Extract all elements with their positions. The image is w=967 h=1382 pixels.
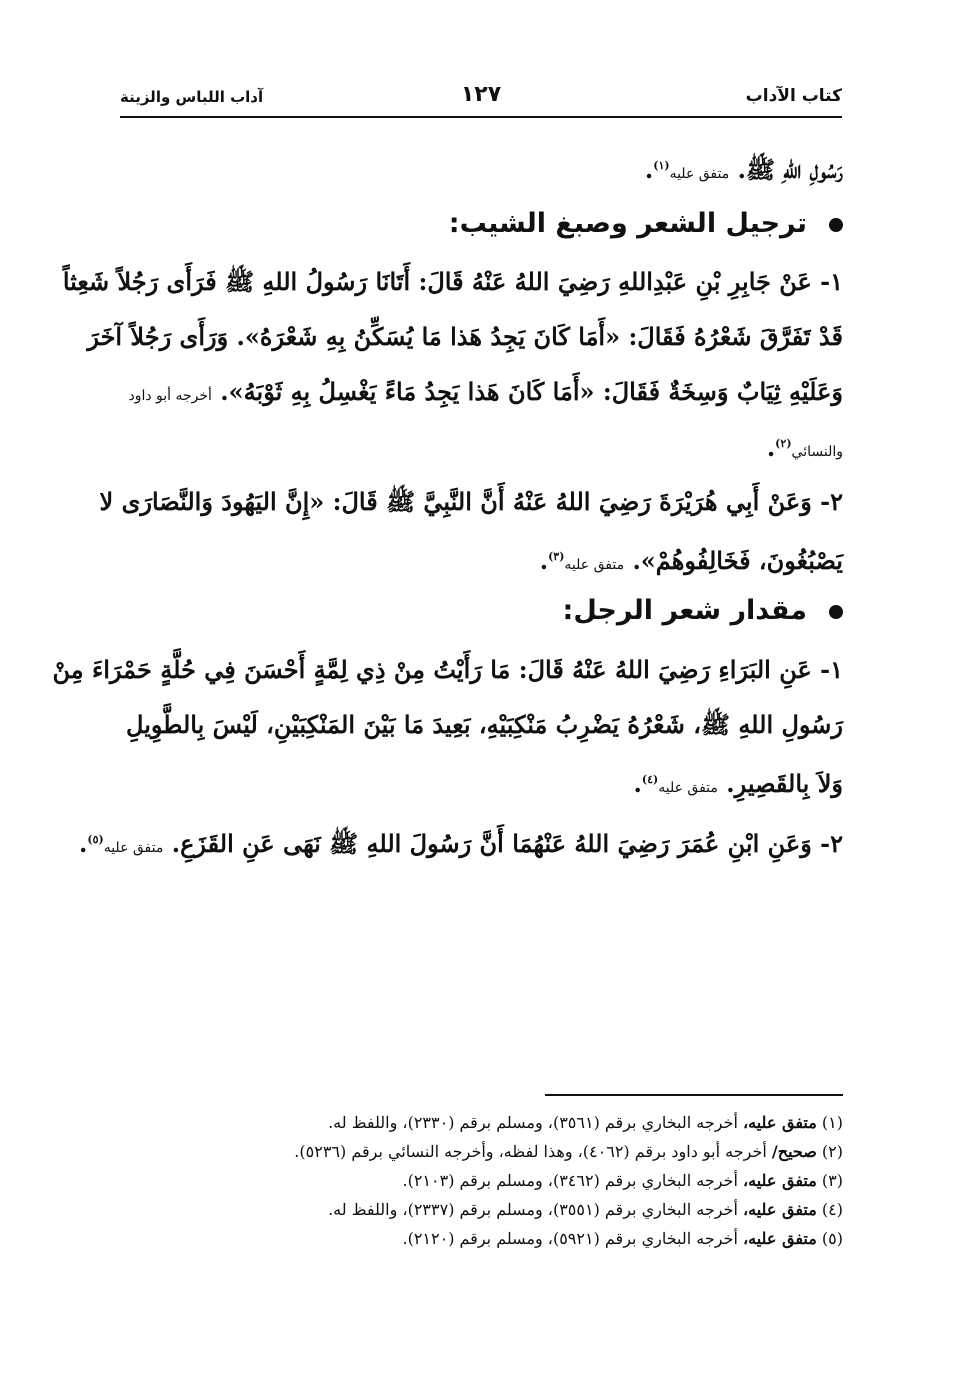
attribution-note: والنسائي — [791, 444, 843, 460]
paragraph-line: والنسائي$^{(٢)}$. — [766, 433, 843, 462]
bullet-icon — [829, 605, 843, 619]
header-book-title: كتاب الآداب — [745, 86, 842, 106]
paragraph-line: ٢- وَعَنْ أَبِي هُرَيْرَةَ رَضِيَ اللهُ عَنْهُ أَنَّ النَّبِيَّ ﷺ قَالَ: «إِنَّ اليَهُودَ وَالنَّصَارَى لا — [99, 487, 843, 516]
footnote-ref[interactable]: (٤) — [641, 773, 659, 786]
attribution-note: متفق عليه — [658, 780, 718, 796]
footnote-ref[interactable]: (٥) — [87, 833, 104, 846]
attribution-note: متفق عليه — [669, 166, 730, 182]
footnote-divider — [545, 1094, 843, 1096]
paragraph-line: يَصْبُغُونَ، فَخَالِفُوهُمْ». متفق عليه$^{(٣)}$. — [539, 546, 843, 575]
footnote: (١) متفق عليه، أخرجه البخاري برقم (٣٥٦١)، ومسلم برقم (٢٣٣٠)، واللفظ له. — [328, 1113, 843, 1132]
paragraph-line: وَلاَ بِالقَصِيرِ. متفق عليه$^{(٤)}$. — [633, 769, 843, 798]
paragraph-line: ١- عَنِ البَرَاءِ رَضِيَ اللهُ عَنْهُ قَالَ: مَا رَأَيْتُ مِنْ ذِي لِمَّةٍ أَحْسَنَ فِي حُلَّةٍ حَمْرَاءَ مِنْ — [52, 655, 843, 684]
intro-paragraph — [127, 138, 843, 202]
attribution-note: أخرجه أبو داود — [128, 388, 212, 404]
running-header — [120, 82, 842, 118]
section-heading: مقدار شعر الرجل: — [563, 595, 843, 626]
page-number: ١٢٧ — [460, 82, 502, 107]
footnote-ref[interactable]: (٣) — [548, 550, 565, 563]
hadith-1 — [62, 254, 843, 472]
paragraph-line: وَعَلَيْهِ ثِيَابٌ وَسِخَةٌ فَقَالَ: «أَمَا كَانَ هَذا يَجِدُ مَاءً يَغْسِلُ بِهِ ثَوْبَهُ». أخرجه أبو داود — [128, 377, 843, 406]
paragraph-line: رَسُولِ اللهِ ﷺ، شَعْرُهُ يَضْرِبُ مَنْكِبَيْهِ، بَعِيدَ مَا بَيْنَ المَنْكِبَيْنِ، لَيْسَ بِالطَّوِيلِ — [126, 710, 843, 739]
footnote-ref[interactable]: (٢) — [775, 437, 792, 450]
footnote-ref[interactable]: (١) — [653, 159, 670, 172]
attribution-note: متفق عليه — [564, 557, 625, 573]
paragraph-line: ١- عَنْ جَابِرِ بْنِ عَبْدِاللهِ رَضِيَ اللهُ عَنْهُ قَالَ: أَتَانَا رَسُولُ اللهِ ﷺ فَرَأَى رَجُلاً شَعِثاً — [62, 267, 843, 296]
footnote: (٤) متفق عليه، أخرجه البخاري برقم (٣٥٥١)، ومسلم برقم (٢٣٣٧)، واللفظ له. — [328, 1200, 843, 1219]
paragraph-line: قَدْ تَفَرَّقَ شَعْرُهُ فَقَالَ: «أَمَا كَانَ يَجِدُ هَذا مَا يُسَكِّنُ بِهِ شَعْرَهُ». وَرَأَى رَجُلاً آخَرَ — [87, 322, 843, 351]
paragraph-line: رَسُولِ اللهِ ﷺ. متفق عليه$^{(١)}$. — [644, 155, 843, 184]
section-heading: ترجيل الشعر وصبغ الشيب: — [449, 208, 843, 239]
attribution-note: متفق عليه — [103, 840, 164, 856]
footnote: (٣) متفق عليه، أخرجه البخاري برقم (٣٤٦٢)، ومسلم برقم (٢١٠٣). — [402, 1171, 843, 1190]
hadith-2 — [99, 474, 843, 593]
hadith-4 — [78, 812, 843, 876]
hadith-3 — [52, 642, 843, 816]
header-chapter-title: آداب اللباس والزينة — [120, 88, 264, 106]
bullet-icon — [829, 218, 843, 232]
paragraph-line: ٢- وَعَنِ ابْنِ عُمَرَ رَضِيَ اللهُ عَنْهُمَا أَنَّ رَسُولَ اللهِ ﷺ نَهَى عَنِ القَزَعِ. متفق عليه$^{(٥)}$. — [78, 829, 843, 858]
footnote: (٢) صحيح/ أخرجه أبو داود برقم (٤٠٦٢)، وهذا لفظه، وأخرجه النسائي برقم (٥٢٣٦). — [294, 1142, 843, 1161]
footnotes — [127, 1108, 843, 1253]
footnote: (٥) متفق عليه، أخرجه البخاري برقم (٥٩٢١)، ومسلم برقم (٢١٢٠). — [402, 1229, 843, 1248]
